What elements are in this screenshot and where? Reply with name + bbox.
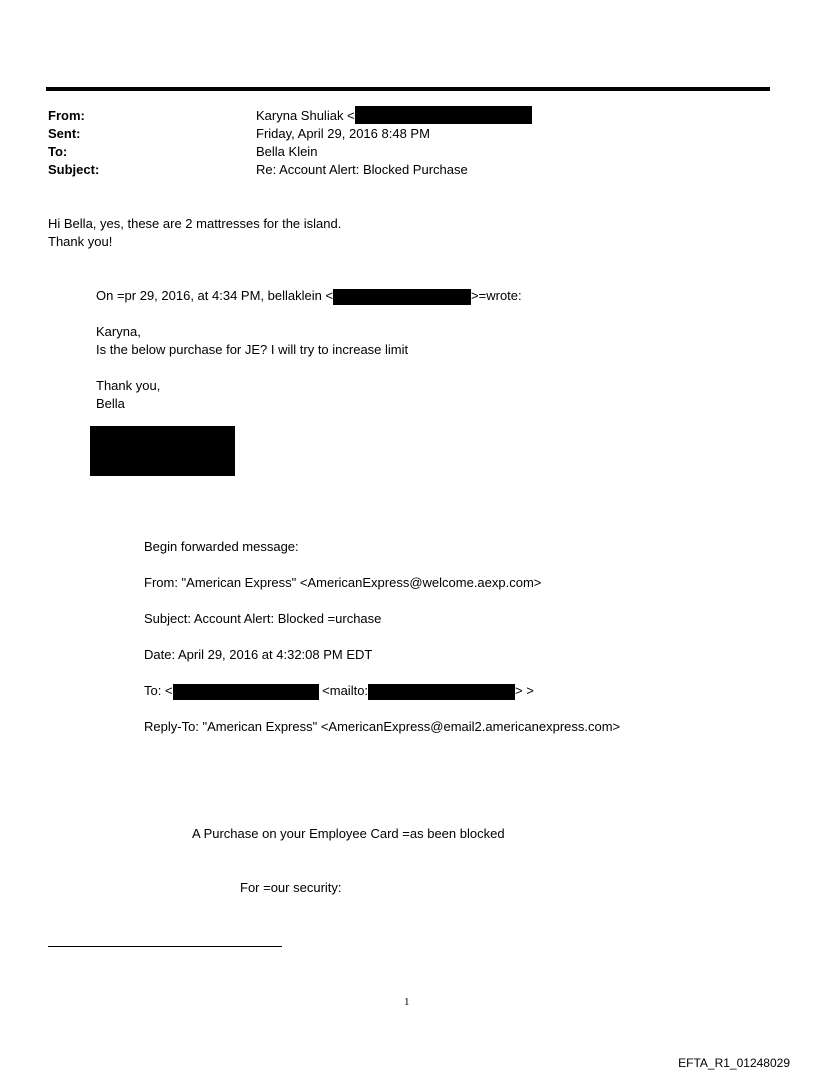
sent-value: Friday, April 29, 2016 8:48 PM bbox=[256, 126, 430, 141]
forwarded-begin: Begin forwarded message: bbox=[144, 539, 299, 554]
redacted-from-email bbox=[355, 106, 532, 124]
redacted-to-email bbox=[173, 684, 319, 700]
from-label: From: bbox=[48, 108, 85, 123]
alert-security: For =our security: bbox=[240, 880, 342, 895]
forwarded-to-suffix: > > bbox=[515, 683, 534, 698]
alert-headline: A Purchase on your Employee Card =as been blocked bbox=[192, 826, 505, 841]
from-value bbox=[256, 108, 532, 124]
quoted-intro bbox=[96, 288, 522, 305]
redacted-bella-email bbox=[333, 289, 471, 305]
forwarded-to-prefix: To: < bbox=[144, 683, 173, 698]
subject-label: Subject: bbox=[48, 162, 100, 177]
forwarded-date: Date: April 29, 2016 at 4:32:08 PM EDT bbox=[144, 647, 373, 662]
document-id: EFTA_R1_01248029 bbox=[678, 1056, 790, 1070]
from-name: Karyna Shuliak < bbox=[256, 108, 355, 123]
reply-line-2: Thank you! bbox=[48, 234, 113, 249]
quoted-intro-before: On =pr 29, 2016, at 4:34 PM, bellaklein < bbox=[96, 288, 334, 303]
forwarded-subject: Subject: Account Alert: Blocked =urchase bbox=[144, 611, 382, 626]
quoted-greeting: Karyna, bbox=[96, 324, 141, 339]
quoted-body: Is the below purchase for JE? I will try to increase limit bbox=[96, 342, 409, 357]
redacted-signature-block bbox=[90, 426, 235, 476]
forwarded-reply-to: Reply-To: "American Express" <AmericanExpress@email2.americanexpress.com> bbox=[144, 719, 621, 734]
subject-value: Re: Account Alert: Blocked Purchase bbox=[256, 162, 468, 177]
to-label: To: bbox=[48, 144, 68, 159]
forwarded-from: From: "American Express" <AmericanExpress@welcome.aexp.com> bbox=[144, 575, 542, 590]
to-value: Bella Klein bbox=[256, 144, 318, 159]
page-number: 1 bbox=[404, 996, 410, 1008]
quoted-closing: Thank you, bbox=[96, 378, 161, 393]
forwarded-to-mailto: <mailto: bbox=[318, 683, 369, 698]
quoted-signature: Bella bbox=[96, 396, 125, 411]
redacted-mailto-email bbox=[368, 684, 515, 700]
forwarded-to bbox=[144, 683, 534, 700]
header-rule bbox=[46, 87, 770, 91]
sent-label: Sent: bbox=[48, 126, 81, 141]
footnote-rule bbox=[48, 946, 282, 947]
reply-line-1: Hi Bella, yes, these are 2 mattresses for the island. bbox=[48, 216, 342, 231]
quoted-intro-after: >=wrote: bbox=[471, 288, 522, 303]
